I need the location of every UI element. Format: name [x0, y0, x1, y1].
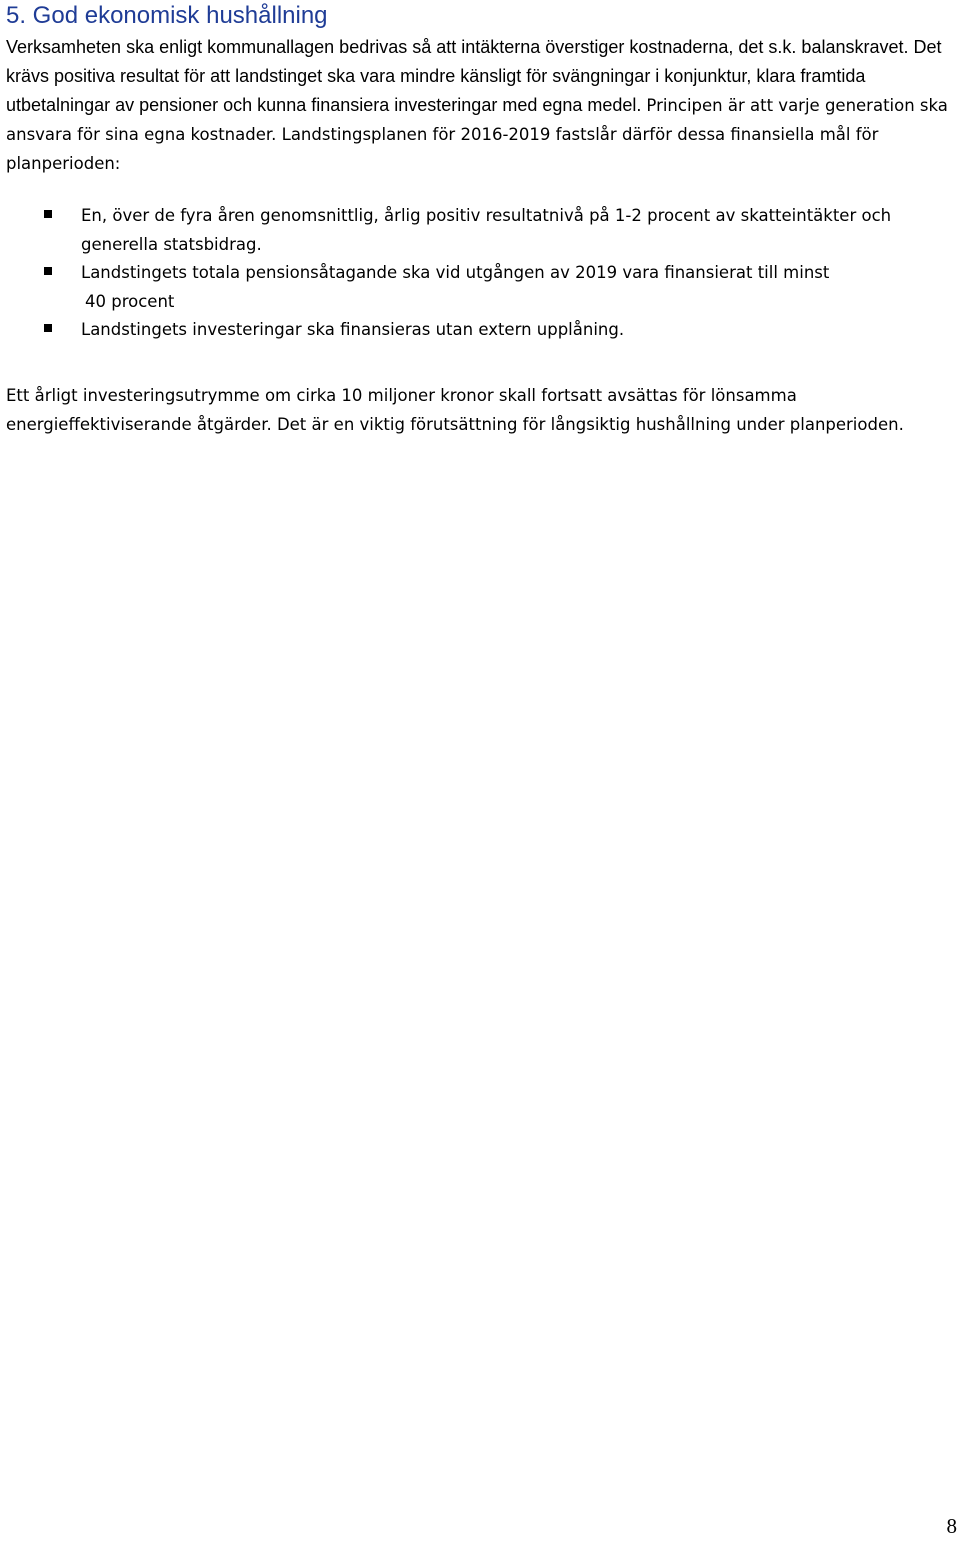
list-item-continuation: 40 procent	[85, 291, 175, 311]
square-bullet-icon	[44, 267, 52, 275]
intro-text-part2: Principen är att varje generation ska ansvara för sina egna kostnader. Landstingsplanen för 2016-2019 fastslår därför dessa finansiella mål för planperioden:	[6, 96, 948, 173]
list-item	[0, 316, 960, 345]
square-bullet-icon	[44, 210, 52, 218]
list-item-text: Landstingets investeringar ska finansieras utan extern upplåning.	[81, 320, 625, 339]
square-bullet-icon	[44, 324, 52, 332]
closing-paragraph: Ett årligt investeringsutrymme om cirka 10 miljoner kronor skall fortsatt avsättas för lönsamma energieffektiviserande åtgärder. Det är en viktig förutsättning för långsiktig hushållning under planperioden.	[6, 386, 904, 434]
financial-goals-list	[0, 202, 960, 345]
section-heading: 5. God ekonomisk hushållning	[6, 2, 328, 29]
list-item	[0, 259, 960, 316]
list-item-text: Landstingets totala pensionsåtagande ska vid utgången av 2019 vara finansierat till minst	[81, 263, 830, 282]
list-item	[0, 202, 960, 259]
list-item-text: En, över de fyra åren genomsnittlig, årlig positiv resultatnivå på 1-2 procent av skatteintäkter och generella statsbidrag.	[81, 206, 892, 254]
page-number: 8	[946, 1514, 957, 1538]
intro-paragraph	[6, 33, 954, 178]
intro-text-part1: Verksamheten ska enligt kommunallagen bedrivas så att intäkterna överstiger kostnaderna, det s.k. balanskravet. Det krävs positiva resultat för att landstinget ska vara mindre känsligt för svängningar i konjunktur, klara framtida utbetalningar av pensioner och kunna finansiera investeringar med egna medel.	[6, 37, 942, 115]
